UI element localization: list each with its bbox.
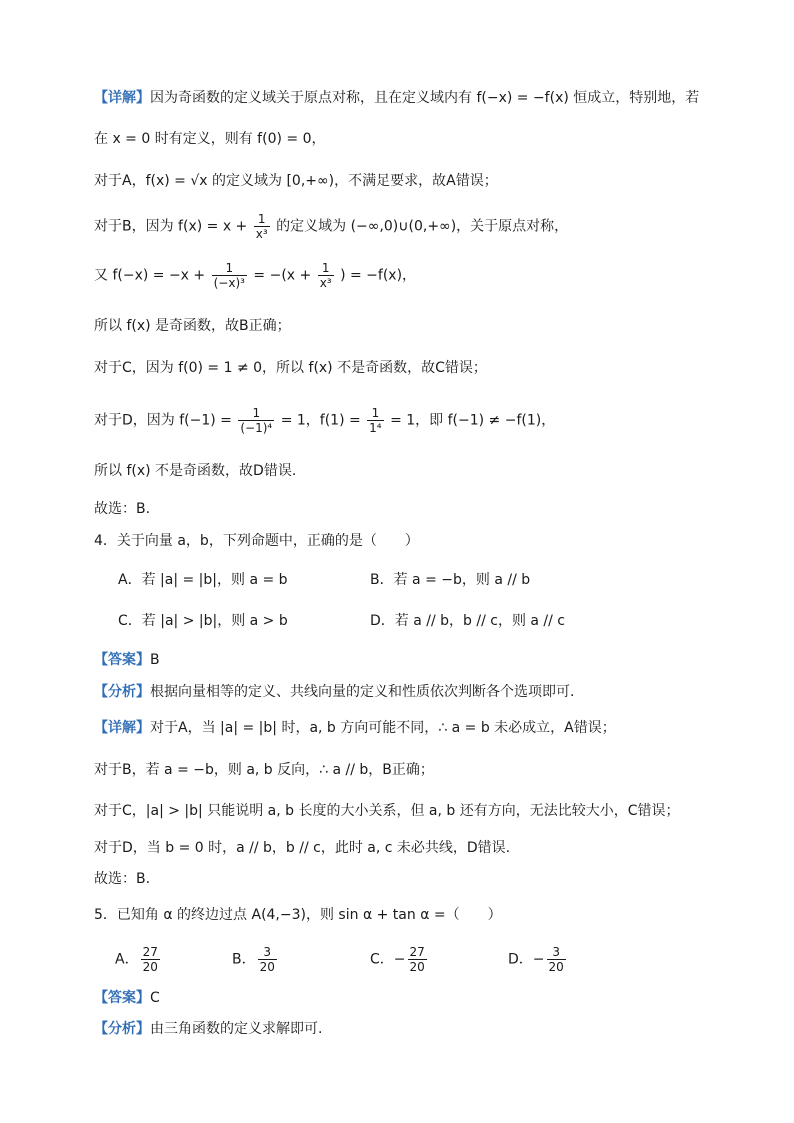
fraction-denominator: 20	[409, 960, 425, 974]
fraction-denominator: (−1)⁴	[240, 421, 273, 435]
fraction-numerator: 27	[142, 945, 158, 959]
q4-detail-4: 对于D，当 b = 0 时，a // b，b // c，此时 a, c 未必共线，D错误.	[94, 840, 511, 856]
q3-option-d-fraction-1	[238, 406, 274, 435]
q3-option-b-conclusion: 所以 f(x) 是奇函数，故B正确；	[94, 318, 291, 334]
q4-stem-line	[94, 531, 419, 551]
q3-option-b-fraction	[254, 212, 270, 241]
q4-option-d	[370, 611, 565, 631]
q3-option-b-line-2	[94, 261, 416, 290]
q4-answer: B	[150, 652, 160, 668]
analysis-label: 【分析】	[94, 1021, 150, 1037]
q5-option-b-label: B．	[232, 951, 256, 968]
q4-choose: 故选：B.	[94, 871, 151, 887]
q5-option-c-fraction	[408, 945, 427, 974]
q3-detail-text-2: 在 x = 0 时有定义，则有 f(0) = 0，	[94, 131, 326, 147]
q3-option-b2-fraction-2	[318, 261, 334, 290]
q3-option-b-pre: 对于B，因为 f(x) = x +	[94, 218, 248, 235]
q3-option-d-conclusion: 所以 f(x) 不是奇函数，故D错误.	[94, 463, 297, 479]
q3-option-d-conclusion-line	[94, 461, 296, 481]
detail-label: 【详解】	[94, 720, 150, 736]
q4-analysis-line	[94, 682, 574, 702]
fraction-numerator: 1	[212, 261, 247, 276]
q5-option-d-label: D．	[508, 951, 533, 968]
q3-choose-line	[94, 499, 150, 519]
q4-detail-2: 对于B，若 a = −b，则 a, b 反向，∴ a // b，B正确；	[94, 762, 434, 778]
q5-option-d-sign: −	[532, 951, 545, 968]
fraction-denominator: x³	[319, 276, 332, 290]
q4-option-b-text: B．若 a = −b，则 a // b	[370, 572, 531, 588]
fraction-denominator: 20	[142, 960, 158, 974]
q3-option-d-fraction-2	[367, 406, 383, 435]
q3-option-d-mid: = 1，f(1) =	[280, 412, 361, 429]
q3-option-d-line	[94, 406, 555, 435]
q3-option-d-pre: 对于D，因为 f(−1) =	[94, 412, 232, 429]
q5-answer-line	[94, 988, 160, 1008]
q3-detail-text-1: 因为奇函数的定义域关于原点对称，且在定义域内有 f(−x) = −f(x) 恒成立，特别地，若	[150, 90, 700, 106]
q3-detail-line-2	[94, 129, 325, 149]
q4-option-a	[118, 570, 288, 590]
answer-label: 【答案】	[94, 990, 150, 1006]
q5-option-c-label: C．	[370, 951, 394, 968]
q4-option-a-text: A．若 |a| = |b|，则 a = b	[118, 572, 288, 588]
q4-option-c	[118, 611, 288, 631]
q3-option-c-line	[94, 358, 487, 378]
fraction-denominator: 20	[548, 960, 564, 974]
q4-detail-1: 对于A，当 |a| = |b| 时，a, b 方向可能不同，∴ a = b 未必成立，A错误；	[150, 720, 616, 736]
fraction-numerator: 1	[238, 406, 274, 421]
q5-option-b	[232, 945, 279, 974]
q3-option-b2-pre: 又 f(−x) = −x +	[94, 267, 206, 284]
q4-detail-line-1	[94, 718, 616, 738]
q5-option-d	[508, 945, 568, 974]
answer-label: 【答案】	[94, 652, 150, 668]
fraction-denominator: 20	[259, 960, 275, 974]
fraction-numerator: 1	[254, 212, 270, 227]
q5-stem: 5．已知角 α 的终边过点 A(4,−3)，则 sin α + tan α =（ ）	[94, 907, 502, 923]
q4-stem: 4．关于向量 a，b，下列命题中，正确的是（ ）	[94, 533, 419, 549]
q3-option-b2-fraction-1	[212, 261, 247, 290]
q3-option-b-conclusion-line	[94, 316, 291, 336]
q5-option-d-fraction	[547, 945, 566, 974]
q5-option-c	[370, 945, 429, 974]
fraction-numerator: 1	[318, 261, 334, 276]
q4-detail-line-2	[94, 760, 434, 780]
q3-option-b-post: 的定义域为 (−∞,0)∪(0,+∞)，关于原点对称，	[276, 218, 569, 235]
q4-answer-line	[94, 650, 160, 670]
q3-option-c-text: 对于C，因为 f(0) = 1 ≠ 0，所以 f(x) 不是奇函数，故C错误；	[94, 360, 487, 376]
q5-option-a-fraction	[141, 945, 160, 974]
q3-detail-line-1	[94, 88, 699, 108]
q5-analysis: 由三角函数的定义求解即可.	[150, 1021, 323, 1037]
q4-detail-3: 对于C，|a| > |b| 只能说明 a, b 长度的大小关系，但 a, b 还有方向，无法比较大小，C错误；	[94, 803, 680, 819]
q4-option-b	[370, 570, 530, 590]
q3-option-b2-post: ) = −f(x)，	[340, 267, 417, 284]
q5-analysis-line	[94, 1019, 322, 1039]
q5-option-a-label: A．	[115, 951, 139, 968]
q4-detail-line-3	[94, 801, 680, 821]
detail-label: 【详解】	[94, 90, 150, 106]
analysis-label: 【分析】	[94, 684, 150, 700]
q3-option-a-text: 对于A，f(x) = √x 的定义域为 [0,+∞)，不满足要求，故A错误；	[94, 173, 498, 189]
q4-analysis: 根据向量相等的定义、共线向量的定义和性质依次判断各个选项即可.	[150, 684, 575, 700]
q3-option-d-post: = 1，即 f(−1) ≠ −f(1)，	[390, 412, 556, 429]
q3-option-b-line	[94, 212, 568, 241]
fraction-numerator: 3	[547, 945, 566, 960]
q5-stem-line	[94, 905, 502, 925]
q4-choose-line	[94, 869, 150, 889]
q3-option-b2-mid: = −(x +	[253, 267, 312, 284]
fraction-denominator: (−x)³	[213, 276, 245, 290]
q3-option-a-line	[94, 171, 498, 191]
q4-option-d-text: D．若 a // b，b // c，则 a // c	[370, 613, 566, 629]
q5-option-c-sign: −	[393, 951, 406, 968]
q4-detail-line-4	[94, 838, 510, 858]
fraction-denominator: 1⁴	[369, 421, 382, 435]
q5-option-b-fraction	[258, 945, 277, 974]
fraction-numerator: 1	[367, 406, 383, 421]
q5-option-a	[115, 945, 162, 974]
fraction-numerator: 27	[409, 945, 425, 959]
q3-choose: 故选：B.	[94, 501, 151, 517]
q4-option-c-text: C．若 |a| > |b|，则 a > b	[118, 613, 288, 629]
fraction-numerator: 3	[258, 945, 277, 960]
q5-answer: C	[150, 990, 160, 1006]
fraction-denominator: x³	[255, 227, 268, 241]
